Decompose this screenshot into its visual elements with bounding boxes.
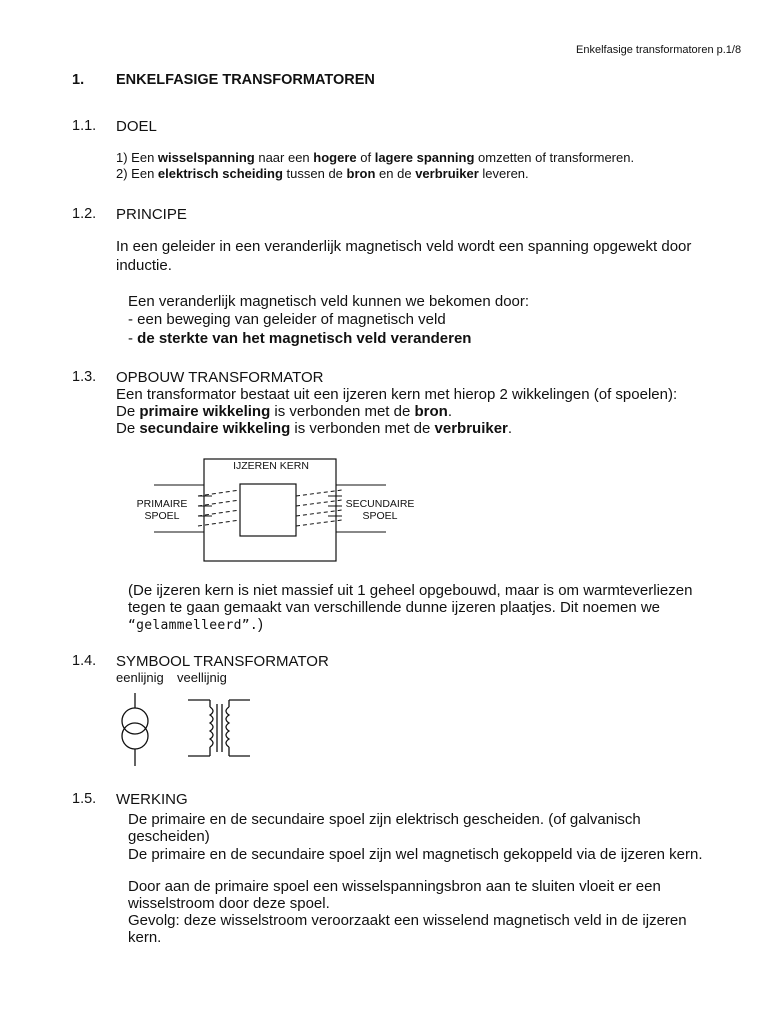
- principe-text-2: inductie.: [116, 257, 172, 274]
- section-title: WERKING: [116, 791, 188, 808]
- primary-label-2: SPOEL: [144, 510, 180, 522]
- chapter-title: ENKELFASIGE TRANSFORMATOREN: [116, 72, 375, 88]
- section-number: 1.2.: [72, 206, 97, 222]
- symbol-label-multi: veellijnig: [177, 670, 227, 685]
- transformer-symbols: [110, 690, 260, 770]
- section-number: 1.1.: [72, 118, 97, 134]
- primary-label-1: PRIMAIRE: [136, 498, 188, 510]
- principe-bullet-1: - een beweging van geleider of magnetisch veld: [128, 311, 446, 328]
- chapter-number: 1.: [72, 72, 85, 88]
- principe-text-1: In een geleider in een veranderlijk magnetisch veld wordt een spanning opgewekt door: [116, 238, 692, 255]
- werking-line-3: De primaire en de secundaire spoel zijn wel magnetisch gekoppeld via de ijzeren kern.: [128, 846, 703, 863]
- symbol-label-single: eenlijnig: [116, 670, 164, 685]
- opbouw-line-1: Een transformator bestaat uit een ijzeren kern met hierop 2 wikkelingen (of spoelen):: [116, 386, 678, 403]
- opbouw-line-3: De secundaire wikkeling is verbonden met de verbruiker.: [116, 420, 513, 437]
- multi-line-symbol: [188, 700, 250, 756]
- section-title: DOEL: [116, 118, 157, 135]
- section-number: 1.3.: [72, 369, 97, 385]
- opbouw-line-2: De primaire wikkeling is verbonden met de bron.: [116, 403, 452, 420]
- secondary-label-1: SECUNDAIRE: [345, 498, 415, 510]
- section-number: 1.5.: [72, 791, 97, 807]
- running-header: Enkelfasige transformatoren p.1/8: [576, 44, 742, 56]
- section-number: 1.4.: [72, 653, 97, 669]
- werking-line-7: kern.: [128, 929, 162, 946]
- werking-line-2: gescheiden): [128, 828, 210, 845]
- principe-text-3: Een veranderlijk magnetisch veld kunnen we bekomen door:: [128, 293, 530, 310]
- single-line-symbol: [122, 693, 148, 766]
- werking-line-6: Gevolg: deze wisselstroom veroorzaakt een wisselend magnetisch veld in de ijzeren: [128, 912, 687, 929]
- outer-core-outline: [204, 459, 336, 561]
- note-line-3: “gelammelleerd”.): [128, 616, 264, 633]
- section-title: OPBOUW TRANSFORMATOR: [116, 369, 324, 386]
- werking-line-4: Door aan de primaire spoel een wisselspanningsbron aan te sluiten vloeit er een: [128, 878, 661, 895]
- werking-line-5: wisselstroom door deze spoel.: [128, 895, 330, 912]
- note-line-1: (De ijzeren kern is niet massief uit 1 geheel opgebouwd, maar is om warmteverliezen: [128, 582, 693, 599]
- note-line-2: tegen te gaan gemaakt van verschillende dunne ijzeren plaatjes. Dit noemen we: [128, 599, 661, 616]
- transformer-diagram: [120, 450, 440, 570]
- section-title: PRINCIPE: [116, 206, 187, 223]
- principe-bullet-2: - de sterkte van het magnetisch veld veranderen: [128, 330, 472, 347]
- doel-line-2: 2) Een elektrisch scheiding tussen de bron en de verbruiker leveren.: [116, 166, 529, 181]
- core-window: [240, 484, 296, 536]
- core-label: IJZEREN KERN: [233, 460, 309, 472]
- doel-line-1: 1) Een wisselspanning naar een hogere of lagere spanning omzetten of transformeren.: [116, 150, 635, 165]
- section-title: SYMBOOL TRANSFORMATOR: [116, 653, 329, 670]
- secondary-label-2: SPOEL: [362, 510, 398, 522]
- werking-line-1: De primaire en de secundaire spoel zijn elektrisch gescheiden. (of galvanisch: [128, 811, 641, 828]
